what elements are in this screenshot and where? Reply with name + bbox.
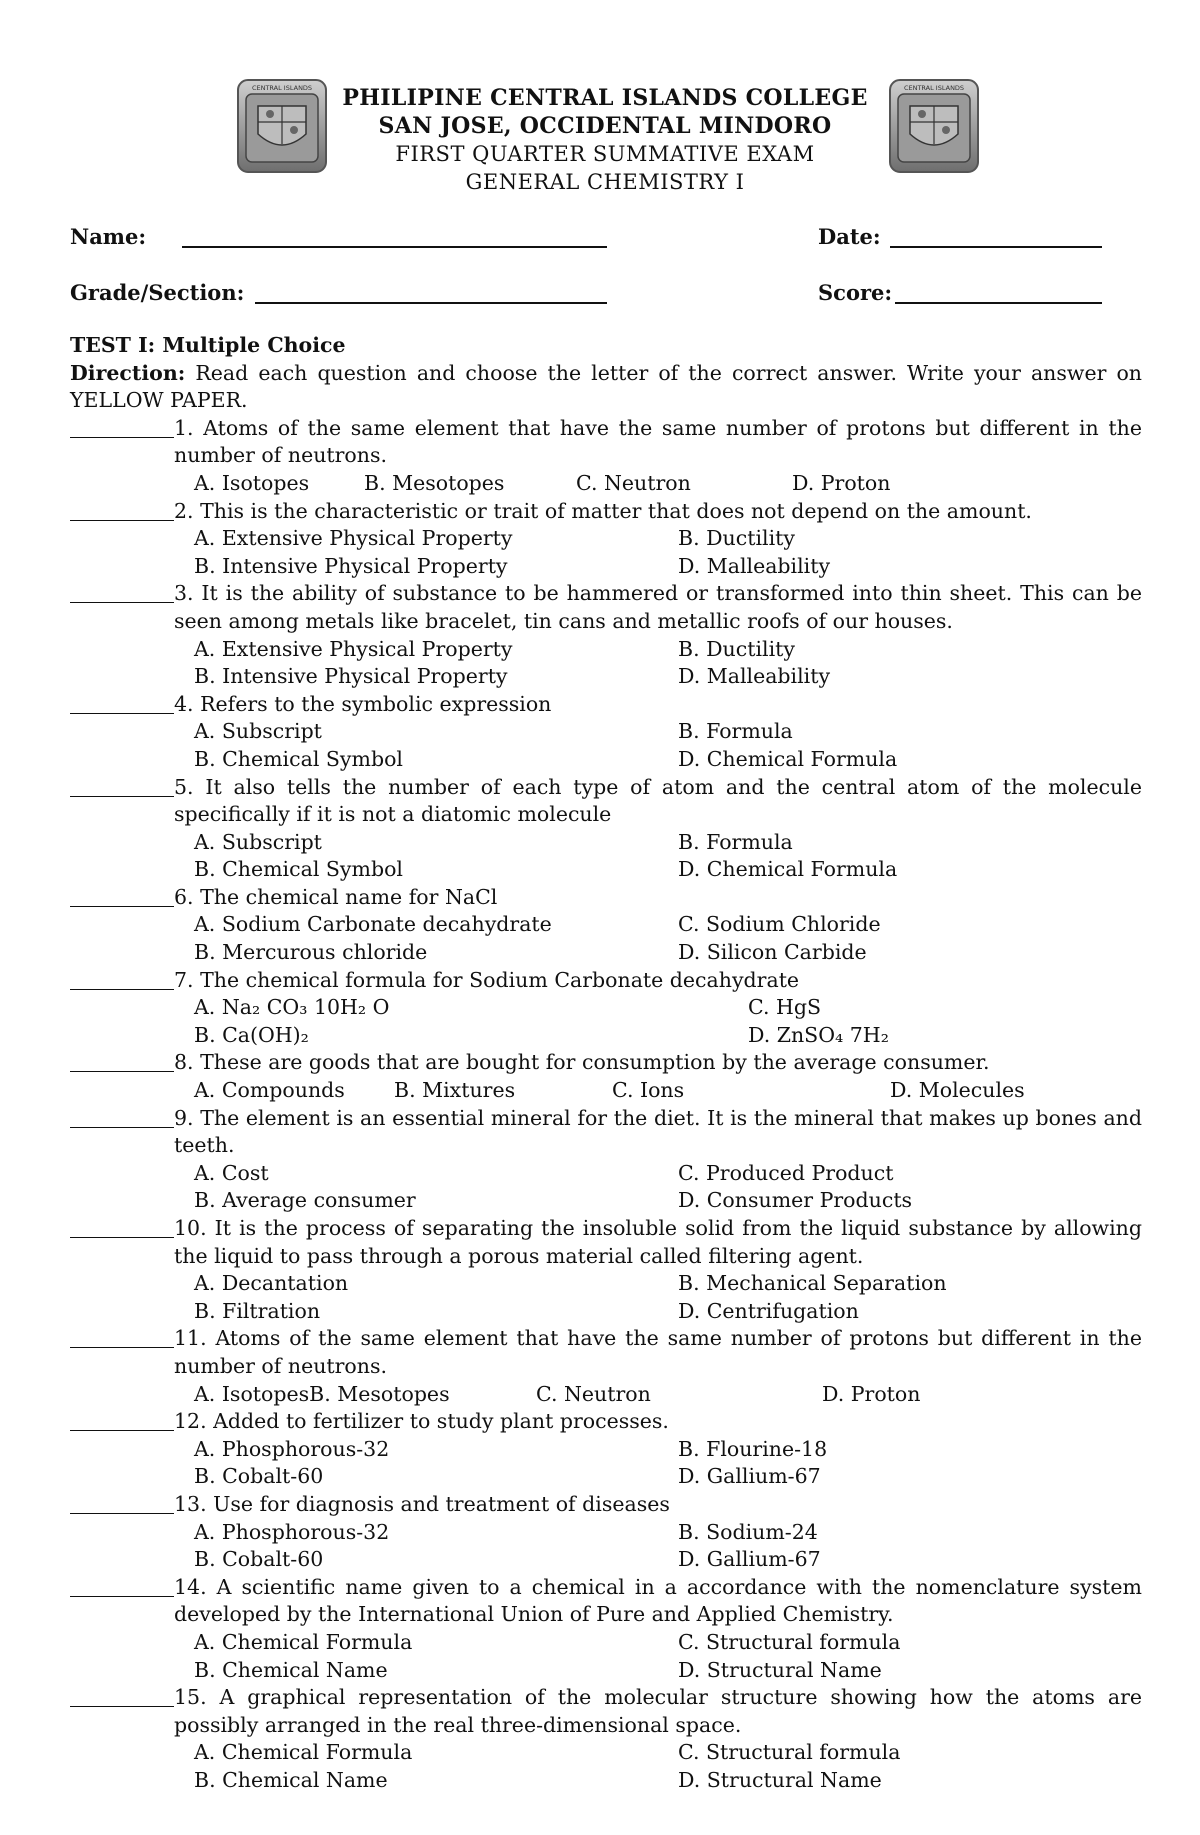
option: C. Neutron [536, 1381, 651, 1406]
question-text: 9. The element is an essential mineral for the diet. It is the mineral that makes up bones and teeth. [174, 1105, 1142, 1158]
option: A. Compounds [194, 1078, 345, 1103]
name-label: Name: [70, 224, 147, 249]
answer-blank-1[interactable] [70, 415, 174, 438]
question-text: 4. Refers to the symbolic expression [174, 691, 552, 716]
school-seal-right-icon [888, 78, 980, 174]
option: B. Formula [678, 719, 793, 744]
answer-blank-13[interactable] [70, 1491, 174, 1514]
question-11 [70, 1325, 1142, 1380]
option: D. ZnSO₄ 7H₂ [748, 1022, 889, 1047]
question-text: 15. A graphical representation of the molecular structure showing how the atoms are possibly arranged in the real three-dimensional space. [174, 1685, 1142, 1737]
option: D. Chemical Formula [678, 746, 898, 771]
answer-blank-15[interactable] [70, 1684, 174, 1707]
question-1 [70, 415, 1142, 470]
question-15 [70, 1684, 1142, 1739]
answer-blank-2[interactable] [70, 498, 174, 521]
option: B. Intensive Physical Property [194, 664, 508, 689]
answer-blank-3[interactable] [70, 580, 174, 603]
options-10 [194, 1270, 1142, 1325]
option: A. Extensive Physical Property [194, 526, 513, 551]
options-6 [194, 911, 1142, 966]
answer-blank-12[interactable] [70, 1408, 174, 1431]
question-text: 2. This is the characteristic or trait of matter that does not depend on the amount. [174, 498, 1032, 523]
answer-blank-11[interactable] [70, 1325, 174, 1348]
options-15 [194, 1739, 1142, 1794]
option: D. Proton [792, 470, 891, 495]
question-8 [70, 1049, 1142, 1077]
options-12 [194, 1436, 1142, 1491]
answer-blank-5[interactable] [70, 774, 174, 797]
school-name: PHILIPINE CENTRAL ISLANDS COLLEGE [342, 85, 868, 111]
option: C. Produced Product [678, 1160, 894, 1185]
option: C. Neutron [576, 470, 691, 495]
question-6 [70, 884, 1142, 912]
option: A. Chemical Formula [194, 1740, 413, 1765]
school-seal-left-icon [236, 78, 328, 174]
option: D. Molecules [890, 1078, 1025, 1103]
option: D. Silicon Carbide [678, 940, 867, 965]
direction [70, 360, 1142, 415]
option: C. Ions [612, 1078, 685, 1103]
question-text: 8. These are goods that are bought for consumption by the average consumer. [174, 1050, 990, 1075]
score-field[interactable] [895, 302, 1102, 304]
question-text: 3. It is the ability of substance to be hammered or transformed into thin sheet. This can be seen among metals like bracelet, tin cans and metallic roofs of our houses. [174, 581, 1142, 633]
option: A. Isotopes [194, 470, 310, 495]
option: D. Structural Name [678, 1657, 882, 1682]
question-text: 10. It is the process of separating the insoluble solid from the liquid substance by allowing the liquid to pass through a porous material called filtering agent. [174, 1216, 1142, 1268]
option: B. Mesotopes [364, 470, 505, 495]
option: B. Mechanical Separation [678, 1271, 947, 1296]
answer-blank-9[interactable] [70, 1105, 174, 1128]
option: A. Phosphorous-32 [194, 1519, 390, 1544]
option: D. Structural Name [678, 1767, 882, 1792]
option: B. Filtration [194, 1298, 321, 1323]
option: C. Sodium Chloride [678, 912, 881, 937]
question-text: 1. Atoms of the same element that have the same number of protons but different in the number of neutrons. [174, 415, 1142, 468]
option: B. Chemical Symbol [194, 857, 403, 882]
seal-left-text: CENTRAL ISLANDS [251, 84, 313, 92]
option: A. Subscript [194, 719, 322, 744]
exam-header [340, 84, 870, 196]
option: D. Malleability [678, 553, 831, 578]
option: B. Flourine-18 [678, 1436, 828, 1461]
option: A. Phosphorous-32 [194, 1436, 390, 1461]
question-12 [70, 1408, 1142, 1436]
option: A. IsotopesB. Mesotopes [194, 1381, 450, 1406]
option: D. Centrifugation [678, 1298, 859, 1323]
answer-blank-4[interactable] [70, 691, 174, 714]
name-field[interactable] [182, 246, 607, 248]
option: A. Extensive Physical Property [194, 636, 513, 661]
question-text: 14. A scientific name given to a chemical in a accordance with the nomenclature system developed by the International Union of Pure and Applied Chemistry. [174, 1574, 1142, 1627]
options-7 [194, 994, 1142, 1049]
question-text: 7. The chemical formula for Sodium Carbonate decahydrate [174, 967, 800, 992]
grade-section-label: Grade/Section: [70, 280, 245, 305]
options-1 [194, 470, 1142, 498]
options-2 [194, 525, 1142, 580]
question-14 [70, 1574, 1142, 1629]
direction-label: Direction: [70, 360, 186, 385]
question-text: 12. Added to fertilizer to study plant processes. [174, 1409, 669, 1434]
option: A. Subscript [194, 829, 322, 854]
option: D. Gallium-67 [678, 1547, 821, 1572]
option: B. Chemical Name [194, 1767, 388, 1792]
answer-blank-10[interactable] [70, 1215, 174, 1238]
option: B. Intensive Physical Property [194, 553, 508, 578]
option: B. Cobalt-60 [194, 1547, 324, 1572]
date-field[interactable] [890, 246, 1102, 248]
option: B. Ductility [678, 526, 795, 551]
answer-blank-14[interactable] [70, 1574, 174, 1597]
option: C. HgS [748, 995, 822, 1020]
answer-blank-6[interactable] [70, 884, 174, 907]
question-2 [70, 498, 1142, 526]
grade-section-field[interactable] [255, 302, 607, 304]
question-text: 13. Use for diagnosis and treatment of diseases [174, 1491, 670, 1516]
question-5 [70, 774, 1142, 829]
options-11 [194, 1381, 1142, 1409]
answer-blank-7[interactable] [70, 967, 174, 990]
option: B. Ductility [678, 636, 795, 661]
question-3 [70, 580, 1142, 635]
option: A. Na₂ CO₃ 10H₂ O [194, 995, 390, 1020]
options-13 [194, 1519, 1142, 1574]
option: A. Cost [194, 1160, 269, 1185]
option: D. Gallium-67 [678, 1464, 821, 1489]
option: B. Average consumer [194, 1188, 416, 1213]
options-3 [194, 636, 1142, 691]
date-label: Date: [818, 224, 881, 249]
option: B. Formula [678, 829, 793, 854]
option: B. Ca(OH)₂ [194, 1022, 309, 1047]
option: C. Structural formula [678, 1740, 901, 1765]
question-4 [70, 691, 1142, 719]
option: B. Chemical Name [194, 1657, 388, 1682]
option: B. Sodium-24 [678, 1519, 818, 1544]
option: A. Decantation [194, 1271, 349, 1296]
question-text: 11. Atoms of the same element that have the same number of protons but different in the number of neutrons. [174, 1326, 1142, 1378]
question-text: 5. It also tells the number of each type of atom and the central atom of the molecule specifically if it is not a diatomic molecule [174, 774, 1142, 827]
options-14 [194, 1629, 1142, 1684]
option: D. Malleability [678, 664, 831, 689]
question-13 [70, 1491, 1142, 1519]
option: D. Proton [822, 1381, 921, 1406]
option: A. Sodium Carbonate decahydrate [194, 912, 552, 937]
test-section [70, 332, 1142, 1794]
options-4 [194, 718, 1142, 773]
option: D. Chemical Formula [678, 857, 898, 882]
question-10 [70, 1215, 1142, 1270]
options-9 [194, 1160, 1142, 1215]
score-label: Score: [818, 280, 893, 305]
options-5 [194, 829, 1142, 884]
school-location: SAN JOSE, OCCIDENTAL MINDORO [378, 113, 832, 139]
option: B. Chemical Symbol [194, 746, 403, 771]
direction-text: Read each question and choose the letter of the correct answer. Write your answer on YELLOW PAPER. [70, 360, 1142, 413]
option: B. Cobalt-60 [194, 1464, 324, 1489]
seal-right-text: CENTRAL ISLANDS [903, 84, 965, 92]
question-7 [70, 967, 1142, 995]
answer-blank-8[interactable] [70, 1049, 174, 1072]
question-text: 6. The chemical name for NaCl [174, 884, 498, 909]
option: C. Structural formula [678, 1629, 901, 1654]
subject-title: GENERAL CHEMISTRY I [465, 170, 745, 194]
test-title: TEST I: Multiple Choice [70, 333, 346, 357]
exam-title: FIRST QUARTER SUMMATIVE EXAM [395, 142, 815, 166]
options-8 [194, 1077, 1142, 1105]
option: B. Mercurous chloride [194, 940, 428, 965]
option: D. Consumer Products [678, 1188, 913, 1213]
option: A. Chemical Formula [194, 1629, 413, 1654]
question-9 [70, 1105, 1142, 1160]
option: B. Mixtures [394, 1078, 516, 1103]
